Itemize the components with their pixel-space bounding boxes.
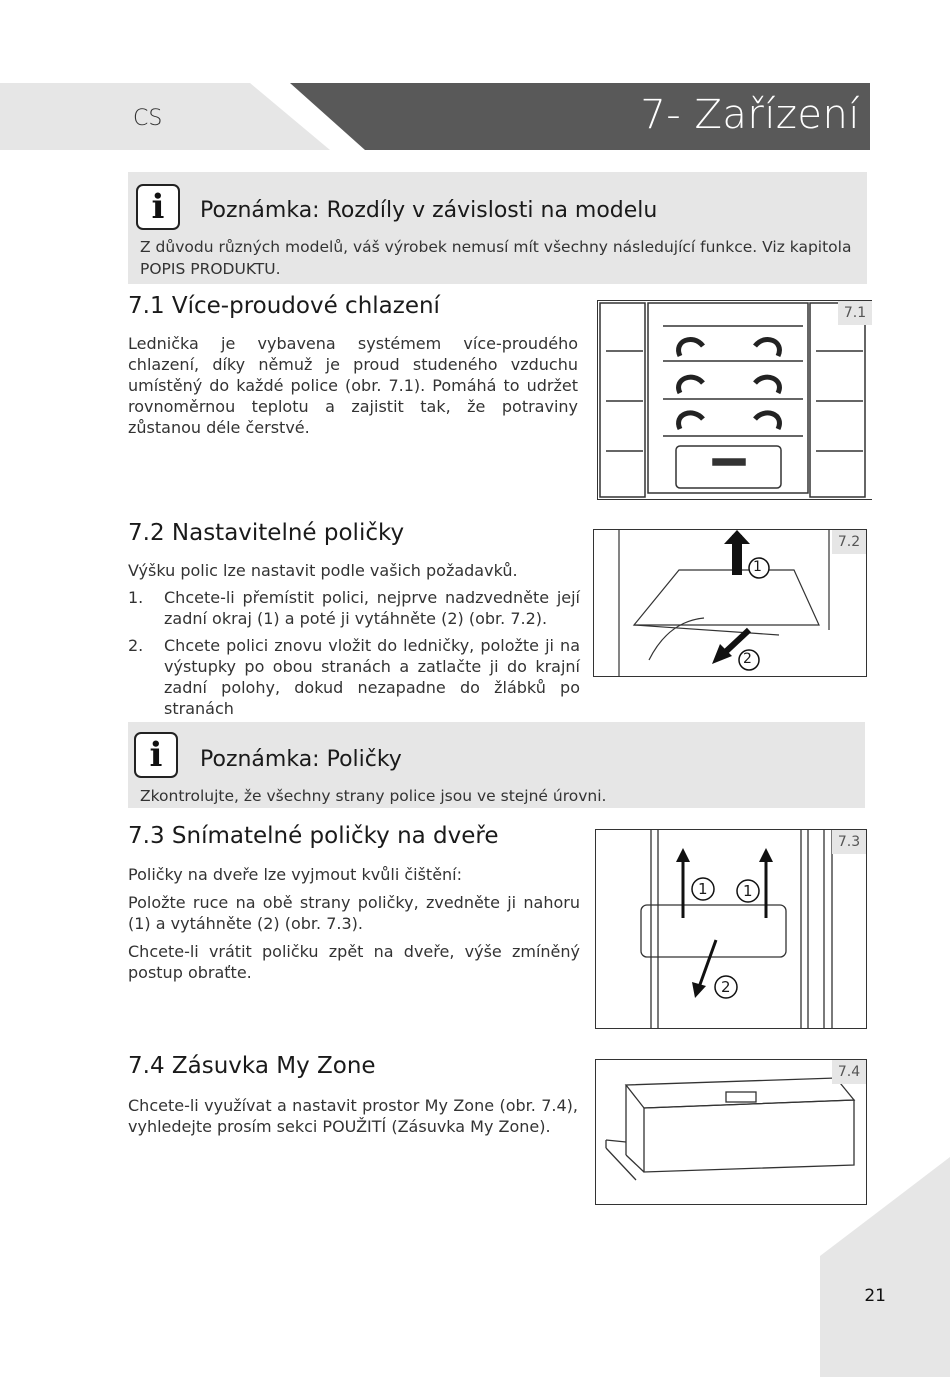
marker-2: 2 bbox=[743, 651, 752, 667]
note-text: Zkontrolujte, že všechny strany police jsou ve stejné úrovni. bbox=[140, 787, 607, 805]
figure-label: 7.2 bbox=[832, 530, 866, 554]
figure-7-4 bbox=[595, 1059, 867, 1205]
step-text: Chcete-li přemístit polici, nejprve nadzvedněte její zadní okraj (1) a poté ji vytáhněte (2) (obr. 7.2). bbox=[164, 588, 580, 628]
marker-2: 2 bbox=[721, 978, 731, 996]
info-icon: i bbox=[134, 732, 178, 778]
figure-7-1 bbox=[597, 300, 872, 500]
note-text: Z důvodu různých modelů, váš výrobek nemusí mít všechny následující funkce. Viz kapitola POPIS PRODUKTU. bbox=[140, 238, 852, 278]
section-text-7-3-b: Položte ruce na obě strany poličky, zvedněte ji nahoru (1) a vytáhněte (2) (obr. 7.3). bbox=[128, 893, 580, 933]
marker-1: 1 bbox=[753, 559, 762, 575]
page-number: 21 bbox=[864, 1286, 886, 1306]
section-title-7-1: 7.1 Více-proudové chlazení bbox=[128, 293, 440, 319]
note-box-shelves bbox=[128, 722, 865, 808]
section-text-7-3-c: Chcete-li vrátit poličku zpět na dveře, výše zmíněný postup obraťte. bbox=[128, 942, 580, 982]
figure-7-2 bbox=[593, 529, 867, 677]
header-band-light bbox=[0, 83, 330, 150]
section-intro-7-2: Výšku polic lze nastavit podle vašich požadavků. bbox=[128, 561, 518, 580]
figure-label: 7.1 bbox=[838, 301, 872, 325]
step-number: 2. bbox=[128, 636, 144, 655]
note-title: Poznámka: Poličky bbox=[200, 747, 402, 772]
step-text: Chcete polici znovu vložit do ledničky, položte ji na výstupky po obou stranách a zatlačte ji do krajní zadní polohy, dokud nezapadne do žlábků po stranách bbox=[164, 636, 580, 718]
door-shelf-illustration bbox=[596, 830, 866, 1028]
figure-label: 7.4 bbox=[832, 1060, 866, 1084]
section-text-7-1: Lednička je vybavena systémem více-proudého chlazení, díky němuž je proud studeného vzduchu umístěný do každé police (obr. 7.1). Pomáhá to udržet rovnoměrnou teplotu a zajistit tak, že potraviny zůstanou déle čerstvé. bbox=[128, 334, 578, 437]
note-title: Poznámka: Rozdíly v závislosti na modelu bbox=[200, 198, 658, 223]
list-item bbox=[128, 587, 580, 629]
steps-list-7-2 bbox=[128, 587, 580, 725]
section-text-7-4: Chcete-li využívat a nastavit prostor My Zone (obr. 7.4), vyhledejte prosím sekci POUŽITÍ (Zásuvka My Zone). bbox=[128, 1096, 578, 1136]
section-title-7-4: 7.4 Zásuvka My Zone bbox=[128, 1053, 376, 1079]
marker-1-left: 1 bbox=[698, 880, 708, 898]
fridge-airflow-illustration bbox=[598, 301, 871, 499]
step-number: 1. bbox=[128, 588, 144, 607]
figure-7-3 bbox=[595, 829, 867, 1029]
section-title-7-3: 7.3 Snímatelné poličky na dveře bbox=[128, 823, 499, 849]
section-title-7-2: 7.2 Nastavitelné poličky bbox=[128, 520, 405, 546]
section-text-7-3-a: Poličky na dveře lze vyjmout kvůli čištění: bbox=[128, 865, 463, 884]
drawer-illustration bbox=[596, 1060, 866, 1204]
marker-1-right: 1 bbox=[743, 882, 753, 900]
note-box-models bbox=[128, 172, 867, 284]
shelf-removal-illustration bbox=[594, 530, 866, 676]
figure-label: 7.3 bbox=[832, 830, 866, 854]
info-icon: i bbox=[136, 184, 180, 230]
language-code: CS bbox=[133, 106, 163, 131]
chapter-title: 7- Zařízení bbox=[640, 92, 860, 138]
list-item bbox=[128, 635, 580, 719]
